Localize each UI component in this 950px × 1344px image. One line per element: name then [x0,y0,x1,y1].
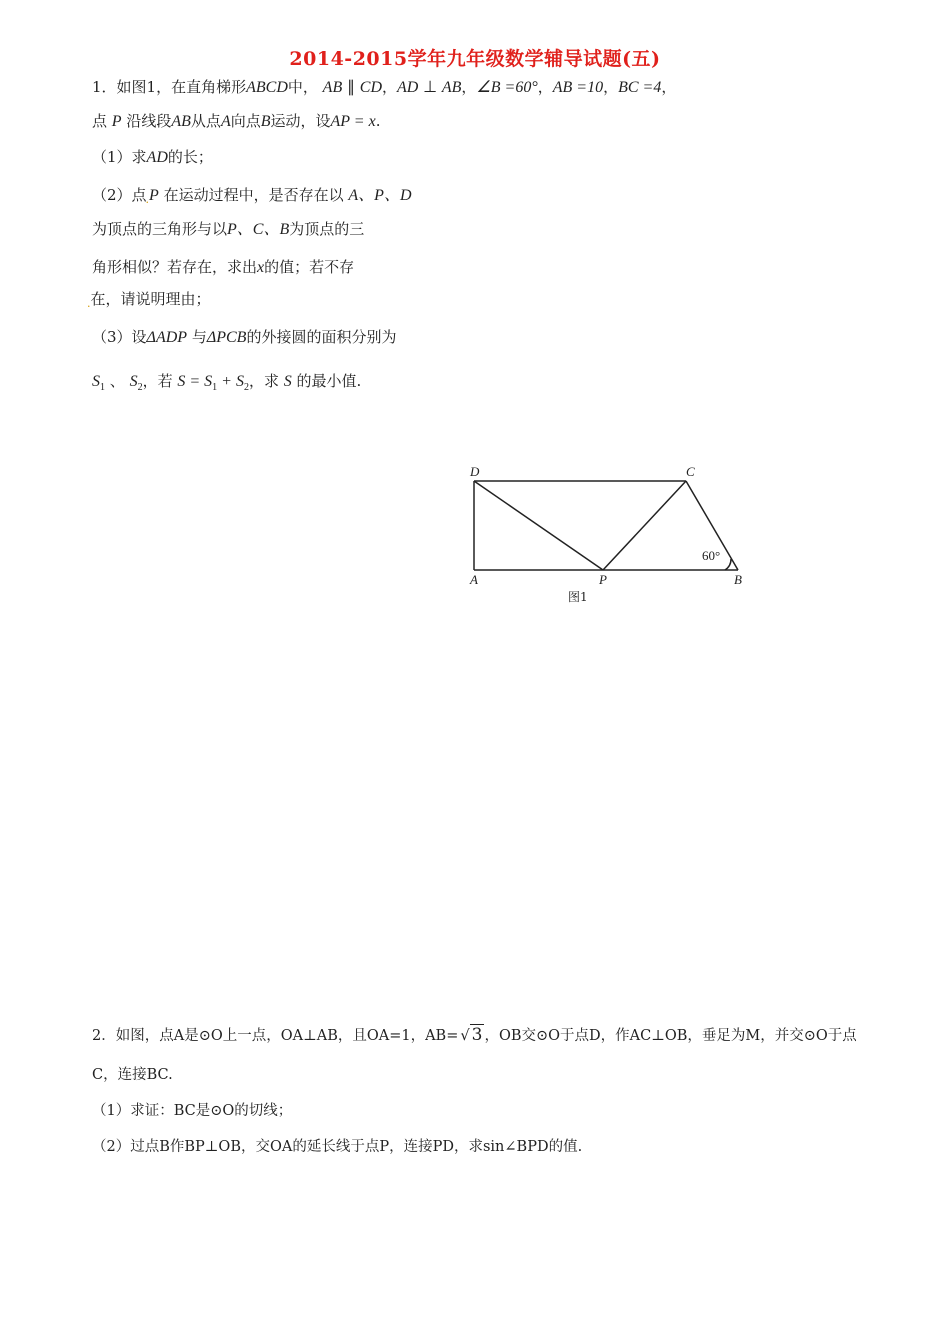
q1-text: . [375,112,381,130]
q1-text: 向点 [230,112,261,130]
q2-line-2: C，连接BC. [92,1067,173,1083]
math-ab: AB [171,113,191,130]
math-angle-b: ∠B =60° [476,79,538,96]
q1-text: 从点 [190,112,221,130]
q2-text: ，OB交⊙O于点D，作AC⊥OB，垂足为M，并交⊙O于点 [484,1028,857,1044]
math-apd: A、P、D [348,187,412,204]
perp-symbol: ⊥ [423,79,438,96]
q1-text: ，若 [142,372,173,390]
q2-part-1: （1）求证：BC是⊙O的切线； [92,1103,293,1119]
q1-part-3 [92,326,396,349]
q2-part-2: （2）过点B作BP⊥OB，交OA的延长线于点P，连接PD，求sin∠BPD的值. [92,1139,583,1155]
math-s: S [283,373,292,390]
q1-text: 为顶点的三 [289,220,365,238]
math-bc-4: BC =4 [618,79,662,96]
q1-text: ， [537,78,553,96]
q1-part-2 [92,184,412,211]
q1-text: 角形相似？若存在，求出 [92,258,258,276]
q1-text: 的长； [167,148,213,166]
q1-text: ， [603,78,619,96]
q1-text: ， [461,78,477,96]
math-pcb: P、C、B [227,221,290,238]
q1-part-2-cont [88,288,211,315]
q1-text: 在，请说明理由； [90,290,211,308]
page-title: 2014-2015学年九年级数学辅导试题(五) [289,48,661,70]
q1-text: 1．如图1，在直角梯形 [92,78,247,96]
q1-text: （3）设 [92,328,147,346]
q2-line-1 [92,1024,857,1047]
math-ab: AB [441,79,462,96]
math-abcd: ABCD [246,79,288,96]
math-triangle-pcb: ΔPCB [206,329,247,346]
q1-text: ， [661,78,677,96]
q1-text: 沿线段 [126,112,172,130]
q1-line-2 [92,110,380,133]
math-x: x [257,259,265,276]
q1-text: 的最小值. [296,372,362,390]
dot-mark-icon: . [87,297,91,310]
q1-text: 、 [109,372,125,390]
math-ad: AD [146,149,168,166]
q1-text: 为顶点的三角形与以 [92,220,228,238]
figure-1-trapezoid [466,462,756,610]
math-s2: $S_2$ [129,373,143,393]
math-ad: AD [397,79,419,96]
math-s-sum: $S = S_1 + S_2$ [177,373,249,393]
segment-cp [603,481,686,570]
q1-text: （1）求 [92,148,147,166]
point-label-c: C [686,464,695,479]
point-label-a: A [470,572,478,587]
q1-part-2-cont [92,218,364,241]
angle-label-60: 60° [702,548,721,563]
math-b: B [260,113,271,130]
math-p: P [111,113,122,130]
q1-part-3-cont [92,370,361,399]
q1-text: 运动，设 [270,112,331,130]
segment-dp [474,481,603,570]
parallel-symbol: ∥ [347,79,355,96]
q1-text: （2）点 [92,186,147,204]
math-ap-x: AP = x [330,113,376,130]
q1-line-1 [92,76,676,99]
point-label-b: B [734,572,742,587]
q1-text: 中， [287,78,318,96]
q1-text: 的外接圆的面积分别为 [246,328,397,346]
q1-text: 点 [92,112,108,130]
q1-text: ，求 [248,372,279,390]
q2-text: 2．如图，点A是⊙O上一点，OA⊥AB，且OA=1，AB= [92,1028,459,1044]
math-triangle-adp: ΔADP [146,329,188,346]
figure-caption: 图1 [568,590,588,604]
q1-text: 与 [191,328,207,346]
point-label-d: D [470,464,480,479]
math-cd: CD [359,79,383,96]
q1-text: 的值；若不存 [264,258,355,276]
math-ab-10: AB =10 [552,79,604,96]
q1-part-1 [92,146,213,169]
math-a: A [220,113,231,130]
q1-text: ， [382,78,398,96]
q1-text: 在运动过程中，是否存在以 [163,186,344,204]
sqrt-symbol: √ 3 [460,1025,483,1045]
math-p: P [149,187,159,204]
q1-part-2-cont [92,256,354,279]
math-s1: $S_1$ [92,373,105,393]
angle-arc-b [725,559,731,570]
point-label-p: P [599,572,607,587]
math-ab: AB [322,79,343,96]
dot-mark-icon: . [145,193,150,206]
